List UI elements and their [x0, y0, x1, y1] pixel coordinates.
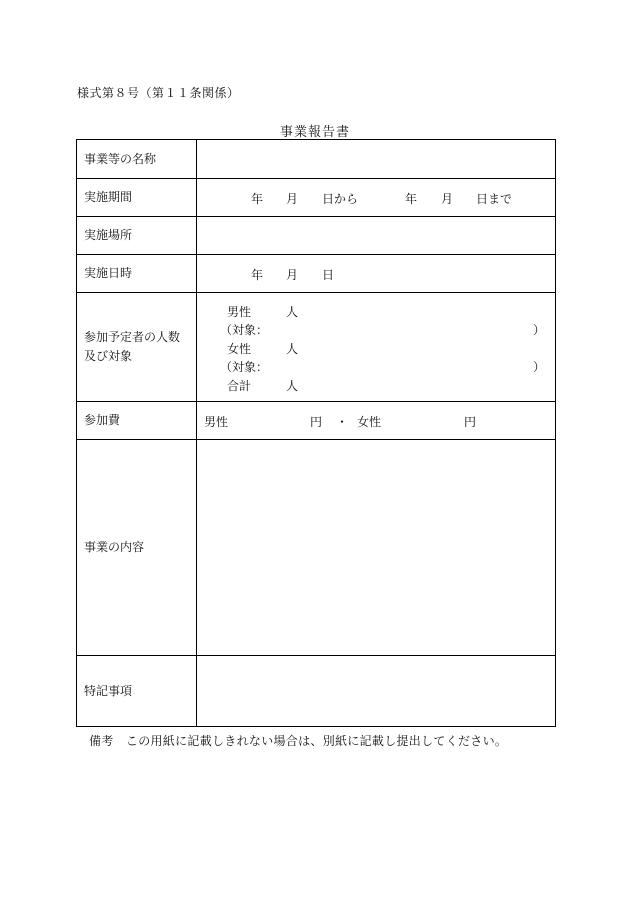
male-unit: 人 [286, 305, 299, 319]
content-field[interactable] [197, 440, 555, 655]
remarks-field[interactable] [197, 656, 555, 726]
row-datetime [77, 254, 555, 292]
label-remarks: 特記事項 [77, 656, 197, 726]
male-label: 男性 [227, 305, 252, 319]
label-datetime: 実施日時 [77, 255, 197, 292]
document-title: 事業報告書 [279, 125, 350, 140]
footnote: 備考 この用紙に記載しきれない場合は、別紙に記載し提出してください。 [89, 734, 508, 748]
fee-male-yen: 円 [310, 415, 323, 429]
period-year: 年 [251, 192, 264, 206]
row-period [77, 178, 555, 216]
female-label: 女性 [227, 342, 252, 356]
total-label: 合計 [227, 379, 252, 393]
male-target: （対象： [220, 323, 269, 337]
period-month: 月 [286, 192, 299, 206]
datetime-day: 日 [322, 268, 335, 282]
label-event-name: 事業等の名称 [77, 140, 197, 178]
label-content: 事業の内容 [77, 440, 197, 655]
row-fee [77, 401, 555, 439]
fee-field[interactable] [197, 402, 555, 439]
place-field[interactable] [197, 217, 555, 254]
female-unit: 人 [286, 342, 299, 356]
label-participants-line1: 参加予定者の人数 [84, 330, 181, 345]
form-number: 様式第８号（第１１条関係） [77, 86, 240, 100]
female-target-close: ） [533, 360, 546, 374]
period-month2: 月 [441, 192, 454, 206]
fee-female-yen: 円 [464, 415, 477, 429]
datetime-month: 月 [286, 268, 299, 282]
report-table [76, 139, 556, 727]
label-participants [77, 293, 197, 401]
period-to: 日まで [476, 192, 513, 206]
period-year2: 年 [405, 192, 418, 206]
row-place [77, 216, 555, 254]
datetime-year: 年 [251, 268, 264, 282]
row-participants [77, 292, 555, 401]
row-remarks [77, 655, 555, 726]
fee-separator: ・ [336, 415, 349, 429]
label-participants-line2: 及び対象 [84, 349, 133, 363]
male-target-close: ） [533, 323, 546, 337]
datetime-field[interactable] [197, 255, 555, 292]
fee-male-label: 男性 [204, 415, 229, 429]
row-event-name [77, 140, 555, 178]
period-from: 日から [322, 192, 359, 206]
label-place: 実施場所 [77, 217, 197, 254]
fee-female-label: 女性 [357, 415, 382, 429]
period-field[interactable] [197, 179, 555, 216]
participants-field[interactable] [197, 293, 555, 401]
label-period: 実施期間 [77, 179, 197, 216]
row-content [77, 439, 555, 655]
total-unit: 人 [286, 379, 299, 393]
label-fee: 参加費 [77, 402, 197, 439]
female-target: （対象： [220, 360, 269, 374]
event-name-field[interactable] [197, 140, 555, 178]
